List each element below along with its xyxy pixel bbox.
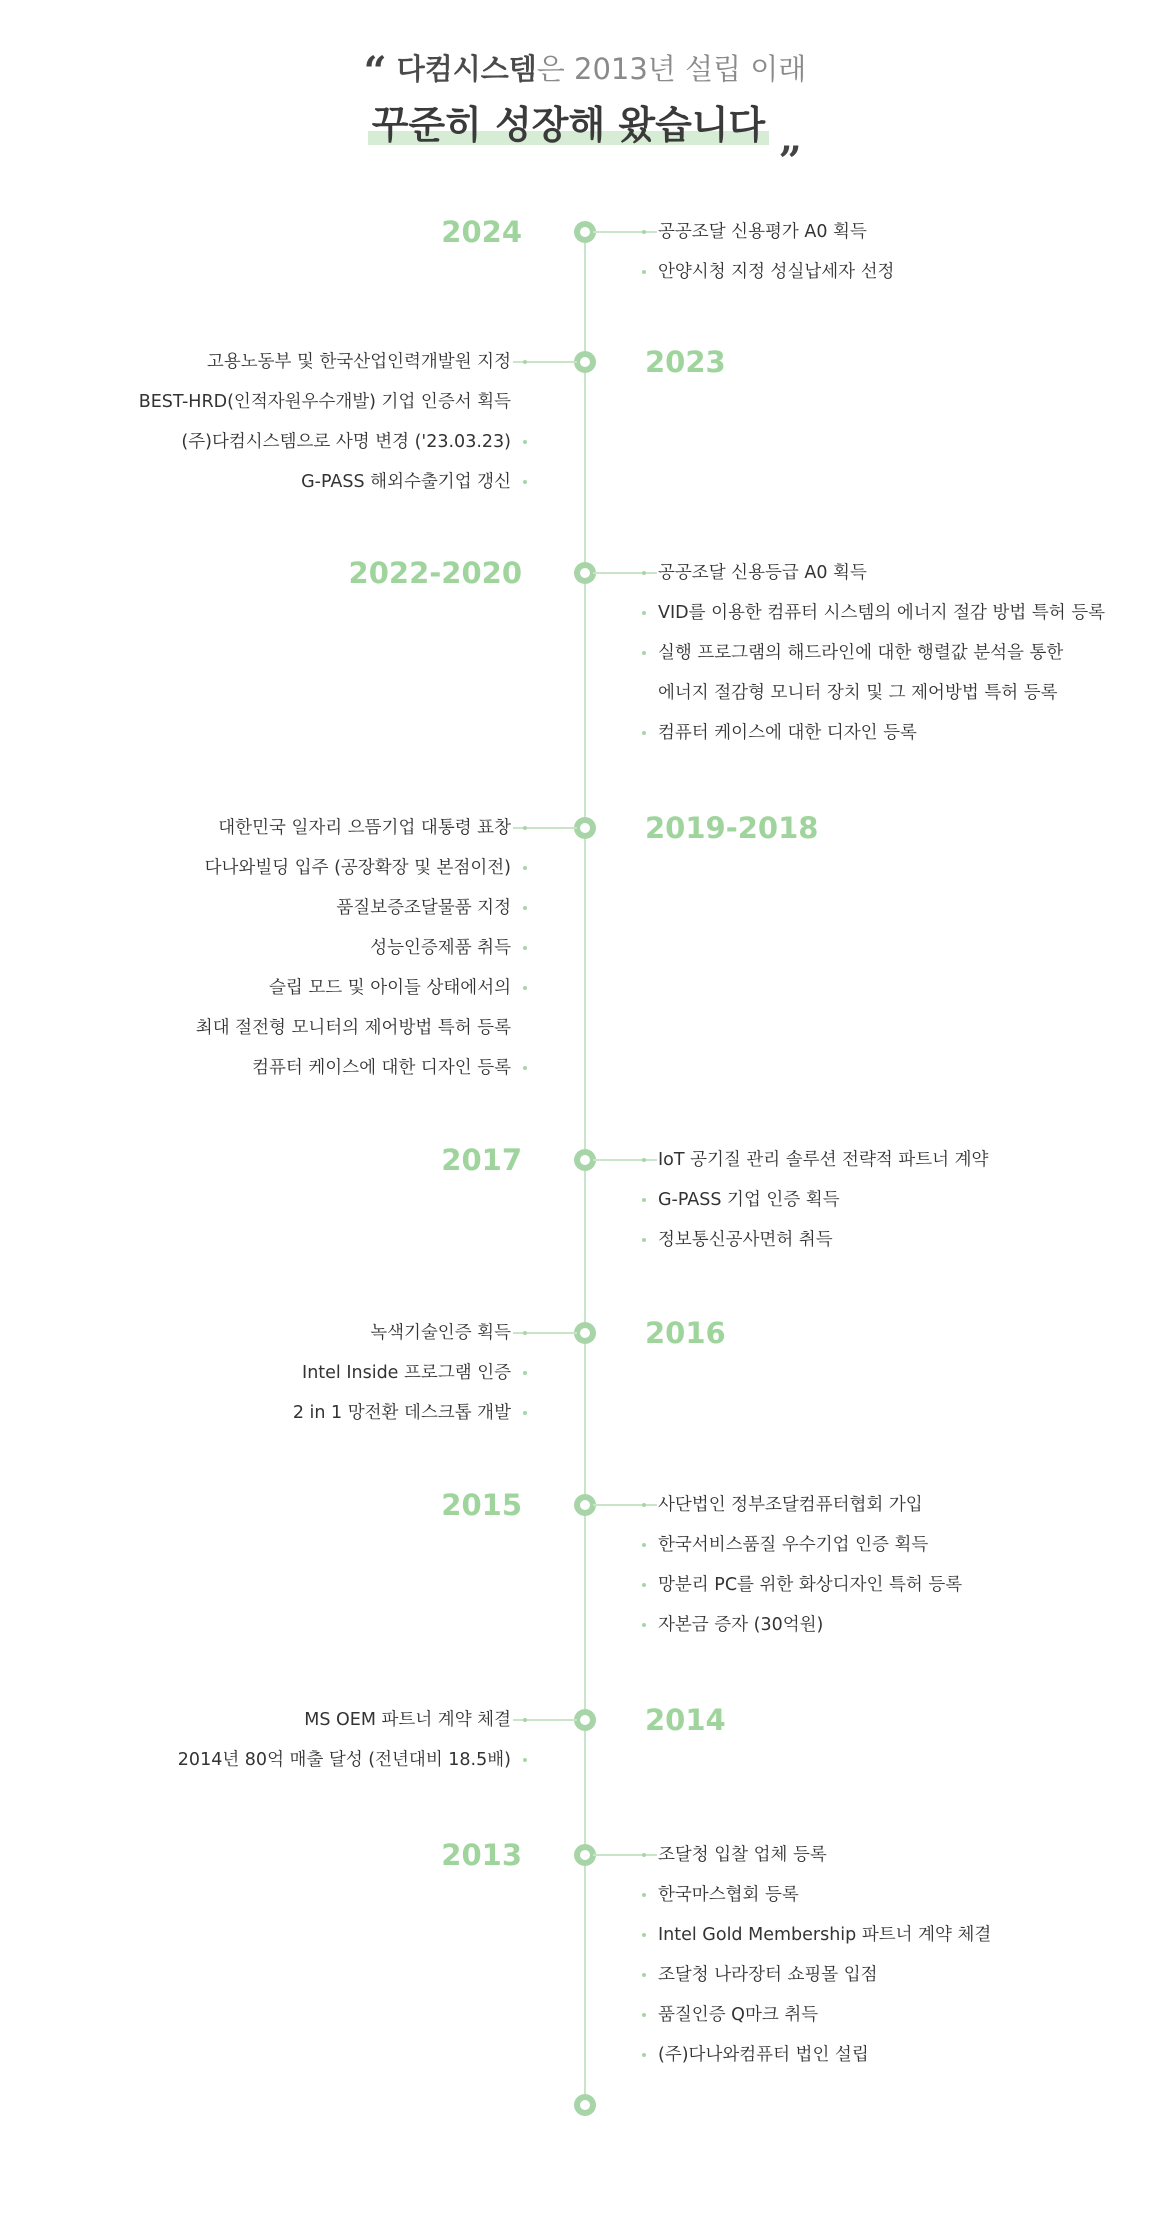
milestone-list: [196, 808, 527, 1088]
year-label: 2019-2018: [645, 811, 819, 845]
milestone-item: 품질인증 Q마크 취득: [642, 1995, 991, 2035]
milestone-item: 한국마스협회 등록: [642, 1875, 991, 1915]
milestone-item: 컴퓨터 케이스에 대한 디자인 등록: [196, 1048, 527, 1088]
milestone-list: [139, 342, 527, 502]
milestone-list: [642, 553, 1105, 753]
milestone-item: 품질보증조달물품 지정: [196, 888, 527, 928]
year-label: 2023: [645, 345, 726, 379]
milestone-item: BEST-HRD(인적자원우수개발) 기업 인증서 획득: [138, 392, 511, 412]
milestone-item: Intel Inside 프로그램 인증: [293, 1353, 527, 1393]
milestone-item: 에너지 절감형 모니터 장치 및 그 제어방법 특허 등록: [658, 683, 1058, 703]
year-label: 2022-2020: [348, 556, 522, 590]
milestone-list: [642, 1485, 962, 1645]
milestone-item: 공공조달 신용등급 A0 획득: [642, 553, 1105, 593]
milestone-list: [642, 1140, 988, 1260]
header-subtitle: 은 2013년 설립 이래: [536, 52, 807, 86]
milestone-item: MS OEM 파트너 계약 체결: [178, 1700, 527, 1740]
milestone-item: VID를 이용한 컴퓨터 시스템의 에너지 절감 방법 특허 등록: [642, 593, 1105, 633]
milestone-item: 실행 프로그램의 해드라인에 대한 행렬값 분석을 통한: [642, 633, 1105, 673]
milestone-item: 조달청 입찰 업체 등록: [642, 1835, 991, 1875]
milestone-item: 2014년 80억 매출 달성 (전년대비 18.5배): [178, 1740, 527, 1780]
year-label: 2017: [441, 1143, 522, 1177]
milestone-item: 성능인증제품 취득: [196, 928, 527, 968]
milestone-item: 다나와빌딩 입주 (공장확장 및 본점이전): [196, 848, 527, 888]
year-label: 2024: [441, 215, 522, 249]
year-label: 2015: [441, 1488, 522, 1522]
milestone-item: G-PASS 해외수출기업 갱신: [139, 462, 527, 502]
milestone-item: 공공조달 신용평가 A0 획득: [642, 212, 894, 252]
timeline-dot: [574, 1322, 596, 1344]
milestone-item: 조달청 나라장터 쇼핑몰 입점: [642, 1955, 991, 1995]
milestone-item: Intel Gold Membership 파트너 계약 체결: [642, 1915, 991, 1955]
timeline-end-dot: [574, 2094, 596, 2116]
milestone-item: IoT 공기질 관리 솔루션 전략적 파트너 계약: [642, 1140, 988, 1180]
milestone-list: [178, 1700, 527, 1780]
milestone-item: G-PASS 기업 인증 획득: [642, 1180, 988, 1220]
milestone-item: 컴퓨터 케이스에 대한 디자인 등록: [642, 713, 1105, 753]
timeline-dot: [574, 351, 596, 373]
milestone-list: [293, 1313, 527, 1433]
open-quote-icon: “: [363, 48, 387, 95]
milestone-item: 사단법인 정부조달컴퓨터협회 가입: [642, 1485, 962, 1525]
timeline-dot: [574, 817, 596, 839]
milestone-item: 고용노동부 및 한국산업인력개발원 지정: [139, 342, 527, 382]
milestone-item: 정보통신공사면허 취득: [642, 1220, 988, 1260]
milestone-item: 2 in 1 망전환 데스크톱 개발: [293, 1393, 527, 1433]
milestone-item: (주)다나와컴퓨터 법인 설립: [642, 2035, 991, 2075]
milestone-item: 슬립 모드 및 아이들 상태에서의: [196, 968, 527, 1008]
milestone-item: 녹색기술인증 획득: [293, 1313, 527, 1353]
milestone-item: 안양시청 지정 성실납세자 선정: [642, 252, 894, 292]
milestone-item: 최대 절전형 모니터의 제어방법 특허 등록: [195, 1018, 511, 1038]
milestone-item: 망분리 PC를 위한 화상디자인 특허 등록: [642, 1565, 962, 1605]
milestone-item: (주)다컴시스템으로 사명 변경 ('23.03.23): [139, 422, 527, 462]
milestone-list: [642, 1835, 991, 2075]
milestone-item: 대한민국 일자리 으뜸기업 대통령 표창: [196, 808, 527, 848]
year-label: 2016: [645, 1316, 726, 1350]
year-label: 2014: [645, 1703, 726, 1737]
milestone-list: [642, 212, 894, 292]
close-quote-icon: „: [779, 115, 803, 162]
year-label: 2013: [441, 1838, 522, 1872]
page-title: 꾸준히 성장해 왔습니다: [368, 99, 770, 151]
timeline-dot: [574, 1709, 596, 1731]
milestone-item: 자본금 증자 (30억원): [642, 1605, 962, 1645]
milestone-item: 한국서비스품질 우수기업 인증 획득: [642, 1525, 962, 1565]
company-name: 다컴시스템: [396, 52, 537, 86]
